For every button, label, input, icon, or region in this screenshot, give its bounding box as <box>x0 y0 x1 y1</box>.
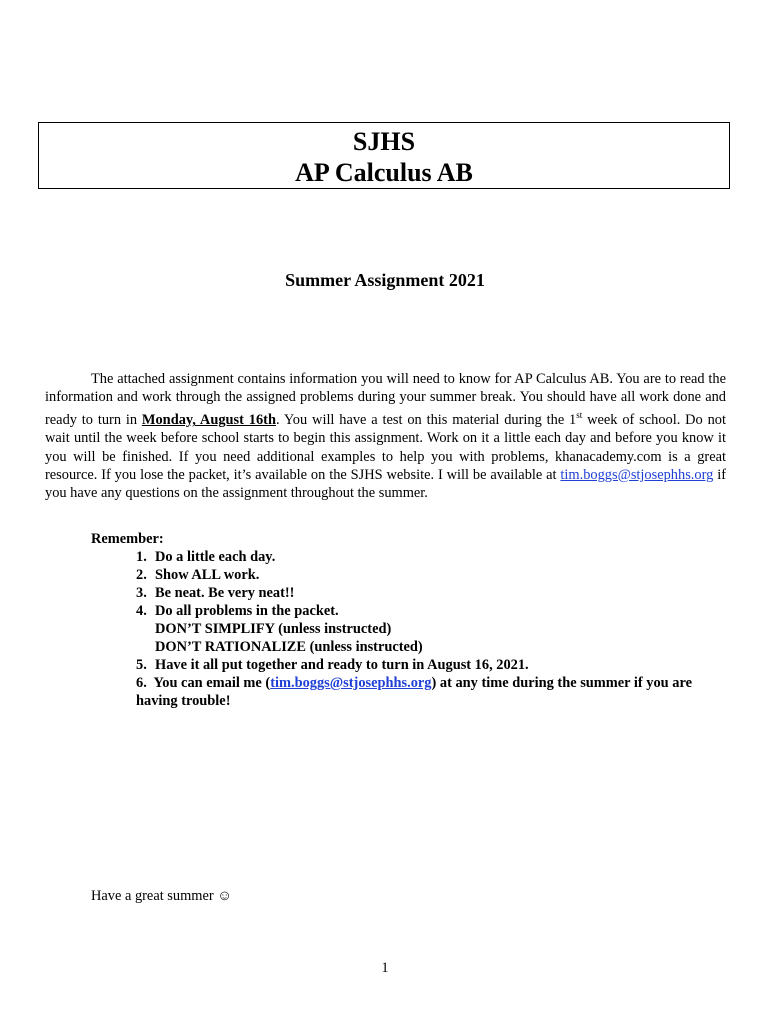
list-item <box>91 674 731 710</box>
list-number: 1. <box>136 549 147 565</box>
remember-list <box>91 548 731 710</box>
list-text: Have it all put together and ready to turn in August 16, 2021. <box>155 657 529 673</box>
remember-heading: Remember: <box>91 531 164 547</box>
list-text: ) at any time during the summer if you are having trouble! <box>136 675 692 709</box>
page-number: 1 <box>381 960 389 976</box>
assignment-title: Summer Assignment 2021 <box>285 270 485 290</box>
list-item <box>91 584 731 602</box>
list-item <box>91 566 731 584</box>
intro-text-1: The attached assignment contains information you will need to know for AP Calculus AB. You are to read the information and work through the assigned problems during your summer break. You should have all work done and ready to turn in <box>45 371 726 429</box>
intro-text-3: week of school. Do not wait until the week before school starts to begin this assignment. Work on it a little each day and before you know it you will be finished. If you need additional examples to help you with problems, khanacademy.com is a great resource. If you lose the packet, it’s available on the SJHS website. I will be available at <box>45 412 726 483</box>
list-number: 5. <box>136 657 147 673</box>
sub-item: DON’T RATIONALIZE (unless instructed) <box>155 639 423 655</box>
sub-item: DON’T SIMPLIFY (unless instructed) <box>155 621 392 637</box>
list-text: You can email me ( <box>153 675 271 691</box>
list-number: 4. <box>136 603 147 619</box>
list-number: 6. <box>136 675 147 691</box>
list-number: 3. <box>136 585 147 601</box>
email-link[interactable]: tim.boggs@stjosephhs.org <box>270 675 432 691</box>
title-box <box>38 122 730 189</box>
closing-line: Have a great summer ☺ <box>91 888 232 904</box>
list-text: Do all problems in the packet. <box>155 603 339 619</box>
list-text: Show ALL work. <box>155 567 260 583</box>
intro-text-2: . You will have a test on this material during the 1 <box>275 412 577 429</box>
intro-text-4: if you have any questions on the assignment throughout the summer. <box>45 466 726 502</box>
remember-section <box>91 530 731 710</box>
list-text: Do a little each day. <box>155 549 276 565</box>
course-name: AP Calculus AB <box>295 158 473 187</box>
email-link[interactable]: tim.boggs@stjosephhs.org <box>560 466 714 483</box>
list-item <box>91 656 731 674</box>
list-text: Be neat. Be very neat!! <box>155 585 295 601</box>
list-number: 2. <box>136 567 147 583</box>
list-item <box>91 602 731 620</box>
due-date: Monday, August 16th <box>141 412 276 429</box>
list-item <box>91 548 731 566</box>
school-name: SJHS <box>352 127 416 156</box>
ordinal-superscript: st <box>576 410 583 421</box>
intro-paragraph <box>45 370 726 502</box>
